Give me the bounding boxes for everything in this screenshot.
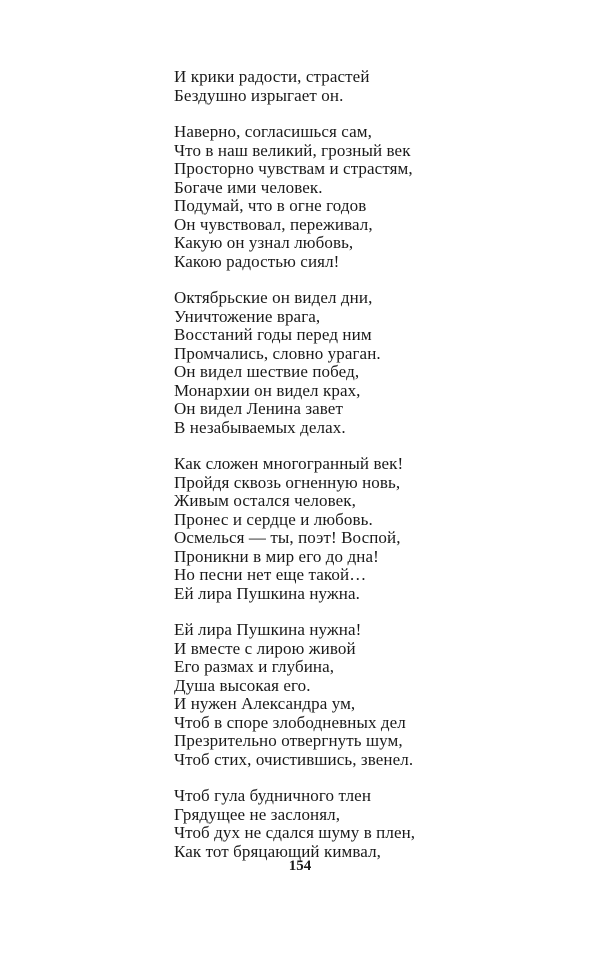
verse-line: Какую он узнал любовь, [174,233,354,252]
verse-line: Что в наш великий, грозный век [174,140,411,160]
verse-line: И нужен Александра ум, [174,694,356,713]
verse-line: Он видел шествие побед, [174,362,360,381]
verse-line: Подумай, что в огне годов [174,196,367,215]
verse-line: Душа высокая его. [174,675,311,695]
verse-line: Грядущее не заслонял, [174,804,341,824]
verse-line: Чтоб гула будничного тлен [174,786,372,805]
verse-line: Он видел Ленина завет [174,399,343,418]
verse-line: Чтоб в споре злободневных дел [174,712,406,732]
stanza-3 [174,289,574,437]
verse-line: Осмелься — ты, поэт! Воспой, [174,528,401,547]
verse-line: Бездушно изрыгает он. [174,85,344,105]
verse-line: Пронес и сердце и любовь. [174,509,373,529]
verse-line: Ей лира Пушкина нужна! [174,620,362,639]
verse-line: Его размах и глубина, [174,657,335,676]
poem-body [174,68,574,879]
verse-line: Чтоб стих, очистившись, звенел. [174,749,414,769]
verse-line: Октябрьские он видел дни, [174,288,373,307]
verse-line: Как сложен многогранный век! [174,454,404,473]
verse-line: Наверно, согласишься сам, [174,122,372,141]
stanza-2 [174,123,574,271]
verse-line: Но песни нет еще такой… [174,565,367,584]
verse-line: И вместе с лирою живой [174,638,356,658]
verse-line: Как тот бряцающий кимвал, [174,841,382,861]
verse-line: Просторно чувствам и страстям, [174,159,413,178]
verse-line: Какою радостью сиял! [174,251,340,271]
verse-line: Монархии он видел крах, [174,380,361,400]
verse-line: Он чувствовал, переживал, [174,214,373,234]
verse-line: Проникни в мир его до дна! [174,546,379,566]
stanza-6 [174,787,574,861]
verse-line: Живым остался человек, [174,491,356,510]
verse-line: В незабываемых делах. [174,417,346,437]
stanza-1 [174,68,574,105]
verse-line: Уничтожение врага, [174,306,321,326]
verse-line: Ей лира Пушкина нужна. [174,583,360,603]
verse-line: Чтоб дух не сдался шуму в плен, [174,823,416,842]
verse-line: Богаче ими человек. [174,177,323,197]
verse-line: Промчались, словно ураган. [174,343,381,363]
verse-line: Восстаний годы перед ним [174,325,372,344]
verse-line: И крики радости, страстей [174,67,370,86]
stanza-4 [174,455,574,603]
verse-line: Пройдя сквозь огненную новь, [174,472,401,492]
stanza-5 [174,621,574,769]
verse-line: Презрительно отвергнуть шум, [174,731,403,750]
page-number: 154 [288,858,312,874]
